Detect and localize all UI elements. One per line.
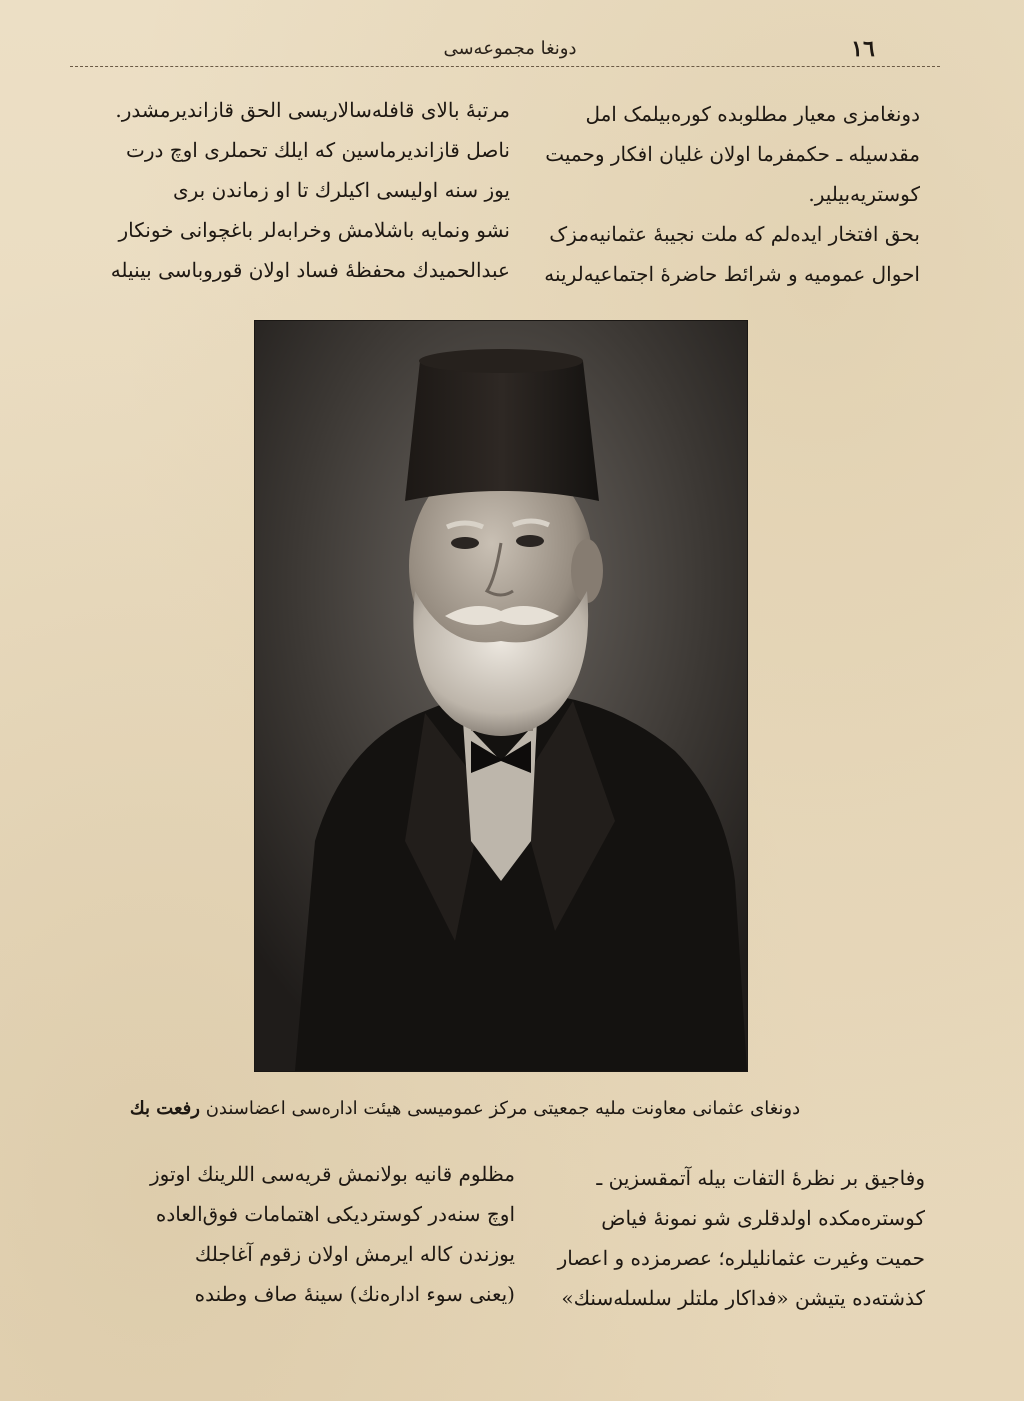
text-line: مقدسیله ـ حکمفرما اولان غلیان افکار وحمیت bbox=[545, 142, 920, 166]
text-line: کوستریه‌بیلیر. bbox=[808, 182, 920, 206]
text-line: نشو ونمایه باشلامش وخرابه‌لر باغچوانی خونکار bbox=[118, 218, 510, 242]
portrait-illustration bbox=[255, 321, 747, 1071]
text-line: (یعنی سوء اداره‌نك) سینهٔ صاف وطنده bbox=[194, 1282, 515, 1306]
text-line: کوستره‌مکده اولدقلری شو نمونهٔ فیاض bbox=[601, 1206, 925, 1230]
text-line: اوچ سنه‌در کوستردیکی اهتمامات فوق‌العاده bbox=[155, 1202, 515, 1226]
text-line: یوزندن کاله ایرمش اولان زقوم آغاجلك bbox=[194, 1242, 515, 1266]
portrait-photo bbox=[254, 320, 748, 1072]
text-line: بحق افتخار ایده‌لم که ملت نجیبهٔ عثمانیه‌مزک bbox=[549, 222, 920, 246]
text-line: یوز سنه اولیسی اکیلرك تا او زماندن بری bbox=[172, 178, 510, 202]
text-line: ناصل قازاندیرماسین که ایلك تحملری اوچ درت bbox=[125, 138, 510, 162]
top-left-column bbox=[75, 90, 510, 290]
bottom-left-column bbox=[75, 1154, 515, 1314]
caption-name: رفعت بك bbox=[129, 1098, 200, 1119]
photo-caption bbox=[120, 1098, 810, 1119]
page-number: ١٦ bbox=[851, 36, 875, 62]
text-line: دونغامزی معیار مطلوبده کوره‌بیلمک امل bbox=[585, 102, 920, 126]
text-line: مظلوم قانیه بولانمش قریه‌سی اللرینك اوتوز bbox=[150, 1162, 515, 1186]
text-line: وفاجیق بر نظرهٔ التفات بیله آتمقسزین ـ bbox=[596, 1166, 925, 1190]
top-right-column bbox=[520, 94, 920, 294]
running-title: دونغا مجموعه‌سی bbox=[443, 38, 577, 59]
header-rule bbox=[70, 66, 940, 67]
text-line: حمیت وغیرت عثمانلیلره؛ عصرمزده و اعصار bbox=[557, 1246, 925, 1270]
text-line: احوال عمومیه و شرائط حاضرهٔ اجتماعیه‌لرینه bbox=[544, 262, 920, 286]
text-line: کذشته‌ده یتیشن «فداکار ملتلر سلسله‌سنك» bbox=[561, 1286, 925, 1310]
caption-text: دونغای عثمانی معاونت ملیه جمعیتی مرکز عمومیسی هیئت اداره‌سی اعضاسندن bbox=[205, 1098, 801, 1119]
text-line: عبدالحمیدك محفظهٔ فساد اولان قوروباسی بینیله bbox=[110, 258, 510, 282]
text-line: مرتبهٔ بالای قافله‌سالاریسی الحق قازاندیرمشدر. bbox=[115, 98, 510, 122]
bottom-right-column bbox=[520, 1158, 925, 1318]
